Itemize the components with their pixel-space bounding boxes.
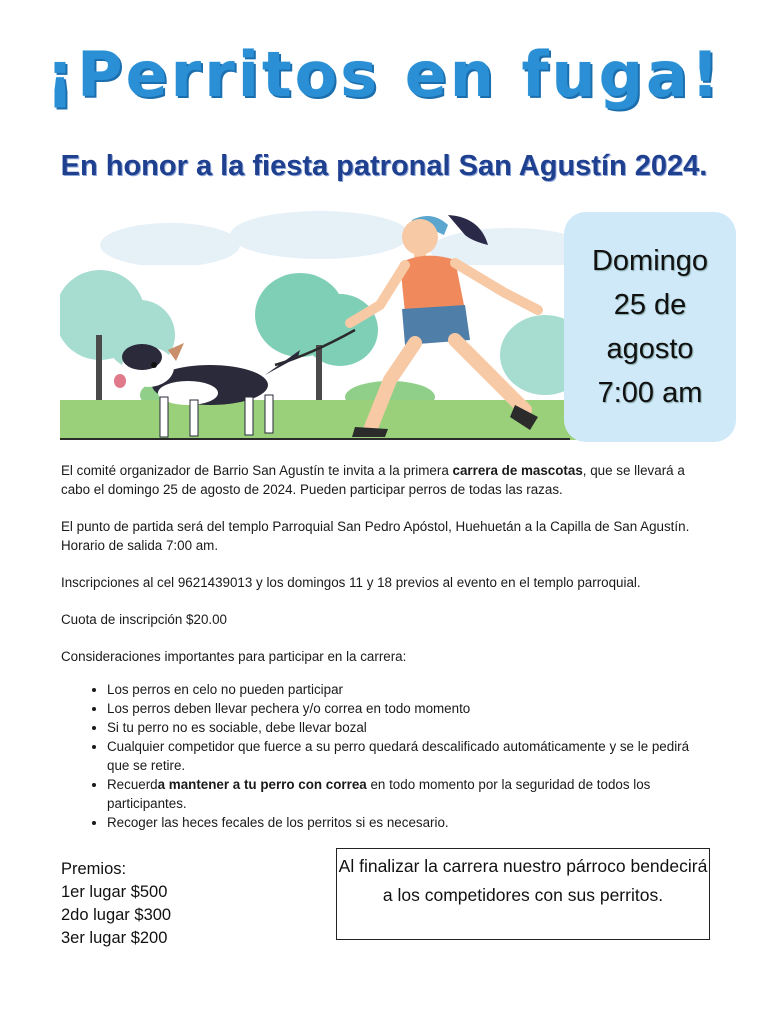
- intro-text: El comité organizador de Barrio San Agustín te invita a la primera: [61, 463, 453, 478]
- prize-second: 2do lugar $300: [61, 906, 172, 924]
- event-time: 7:00 am: [597, 377, 703, 409]
- event-day: 25 de: [613, 289, 687, 321]
- rule-item: • Cualquier competidor que fuerce a su perro quedará descalificado automáticamente y se le pedirá que se retire.: [107, 737, 711, 775]
- rule-item: • Los perros en celo no pueden participar: [107, 680, 711, 699]
- event-description: [61, 461, 711, 832]
- registration-paragraph: Inscripciones al cel 9621439013 y los domingos 11 y 18 previos al evento en el templo parroquial.: [61, 575, 641, 590]
- route-paragraph: El punto de partida será del templo Parroquial San Pedro Apóstol, Huehuetán a la Capilla de San Agustín. Horario de salida 7:00 am.: [61, 519, 690, 553]
- runner-with-dog-illustration: [60, 205, 580, 445]
- page-subtitle: En honor a la fiesta patronal San Agustín 2024.: [60, 150, 708, 182]
- rule-item: • Si tu perro no es sociable, debe llevar bozal: [107, 718, 711, 737]
- intro-text-end: , que se llevará a cabo el domingo 25 de agosto de 2024. Pueden participar perros de todas las razas.: [61, 463, 685, 497]
- prize-third: 3er lugar $200: [61, 929, 168, 947]
- prize-first: 1er lugar $500: [61, 883, 168, 901]
- intro-highlight: carrera de mascotas: [452, 463, 583, 478]
- intro-paragraph: [61, 461, 711, 499]
- rule-text: Recuerd: [107, 777, 158, 792]
- event-date-box: [564, 212, 736, 442]
- prizes-heading: Premios:: [61, 860, 127, 878]
- event-month: agosto: [606, 333, 694, 365]
- considerations-heading: Consideraciones importantes para participar en la carrera:: [61, 649, 407, 664]
- rule-item: • Los perros deben llevar pechera y/o correa en todo momento: [107, 699, 711, 718]
- rule-item: • Recoger las heces fecales de los perritos si es necesario.: [107, 813, 711, 832]
- fee-paragraph: Cuota de inscripción $20.00: [61, 612, 228, 627]
- rule-text-end: en todo momento por la seguridad de todos los participantes.: [107, 777, 651, 811]
- rule-highlight: a mantener a tu perro con correa: [157, 777, 367, 792]
- page-title: ¡Perritos en fuga!: [45, 38, 723, 111]
- prizes-block: [61, 858, 171, 950]
- rule-item: [107, 775, 711, 813]
- event-weekday: Domingo: [591, 245, 709, 277]
- blessing-notice: Al finalizar la carrera nuestro párroco bendecirá a los competidores con sus perritos.: [336, 848, 710, 940]
- rules-list: [61, 680, 711, 832]
